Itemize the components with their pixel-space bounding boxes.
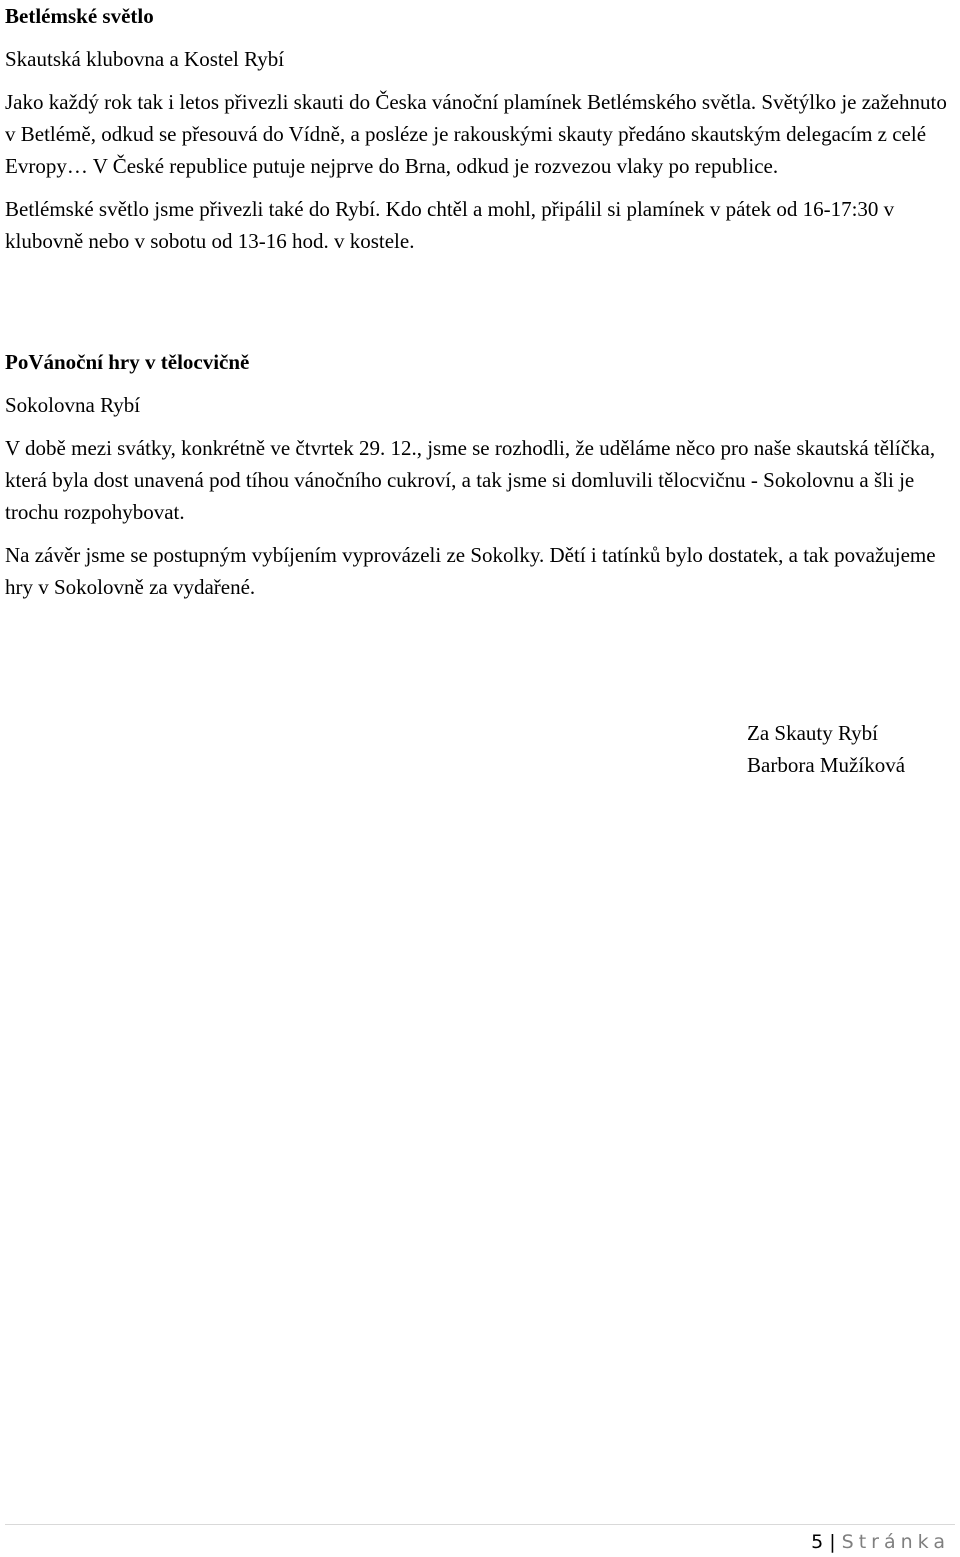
article-paragraph: Betlémské světlo jsme přivezli také do Rybí. Kdo chtěl a mohl, připálil si plamínek v pátek od 16-17:30 v klubovně nebo v sobotu od 13-16 hod. v kostele.	[5, 197, 895, 253]
article-betlemske-svetlo	[5, 0, 955, 257]
signature-block	[747, 717, 905, 781]
signature-author: Barbora Mužíková	[747, 753, 906, 777]
footer-divider	[5, 1524, 955, 1525]
article-paragraph: Na závěr jsme se postupným vybíjením vyprovázeli ze Sokolky. Dětí i tatínků bylo dostatek, a tak považujeme hry v Sokolovně za vydařené.	[5, 543, 936, 599]
article-title: PoVánoční hry v tělocvičně	[5, 350, 250, 374]
article-paragraph: V době mezi svátky, konkrétně ve čtvrtek 29. 12., jsme se rozhodli, že uděláme něco pro naše skautská tělíčka, která byla dost unavená pod tíhou vánočního cukroví, a tak jsme si domluvili tělocvičnu - Sokolovnu a šli je trochu rozpohybovat.	[5, 436, 936, 524]
article-paragraph: Jako každý rok tak i letos přivezli skauti do Česka vánoční plamínek Betlémského světla. Světýlko je zažehnuto v Betlémě, odkud se přesouvá do Vídně, a posléze je rakouskými skauty předáno skautským delegacím z celé Evropy… V České republice putuje nejprve do Brna, odkud je rozvezou vlaky po republice.	[5, 90, 947, 178]
signature-organization: Za Skauty Rybí	[747, 721, 878, 745]
page-footer	[811, 1528, 950, 1556]
footer-separator: |	[829, 1531, 836, 1553]
article-location: Sokolovna Rybí	[5, 393, 141, 417]
article-title: Betlémské světlo	[5, 4, 154, 28]
page-label: Stránka	[841, 1531, 950, 1553]
page-number: 5	[811, 1531, 824, 1553]
article-location: Skautská klubovna a Kostel Rybí	[5, 47, 285, 71]
article-povanocni-hry	[5, 346, 955, 603]
